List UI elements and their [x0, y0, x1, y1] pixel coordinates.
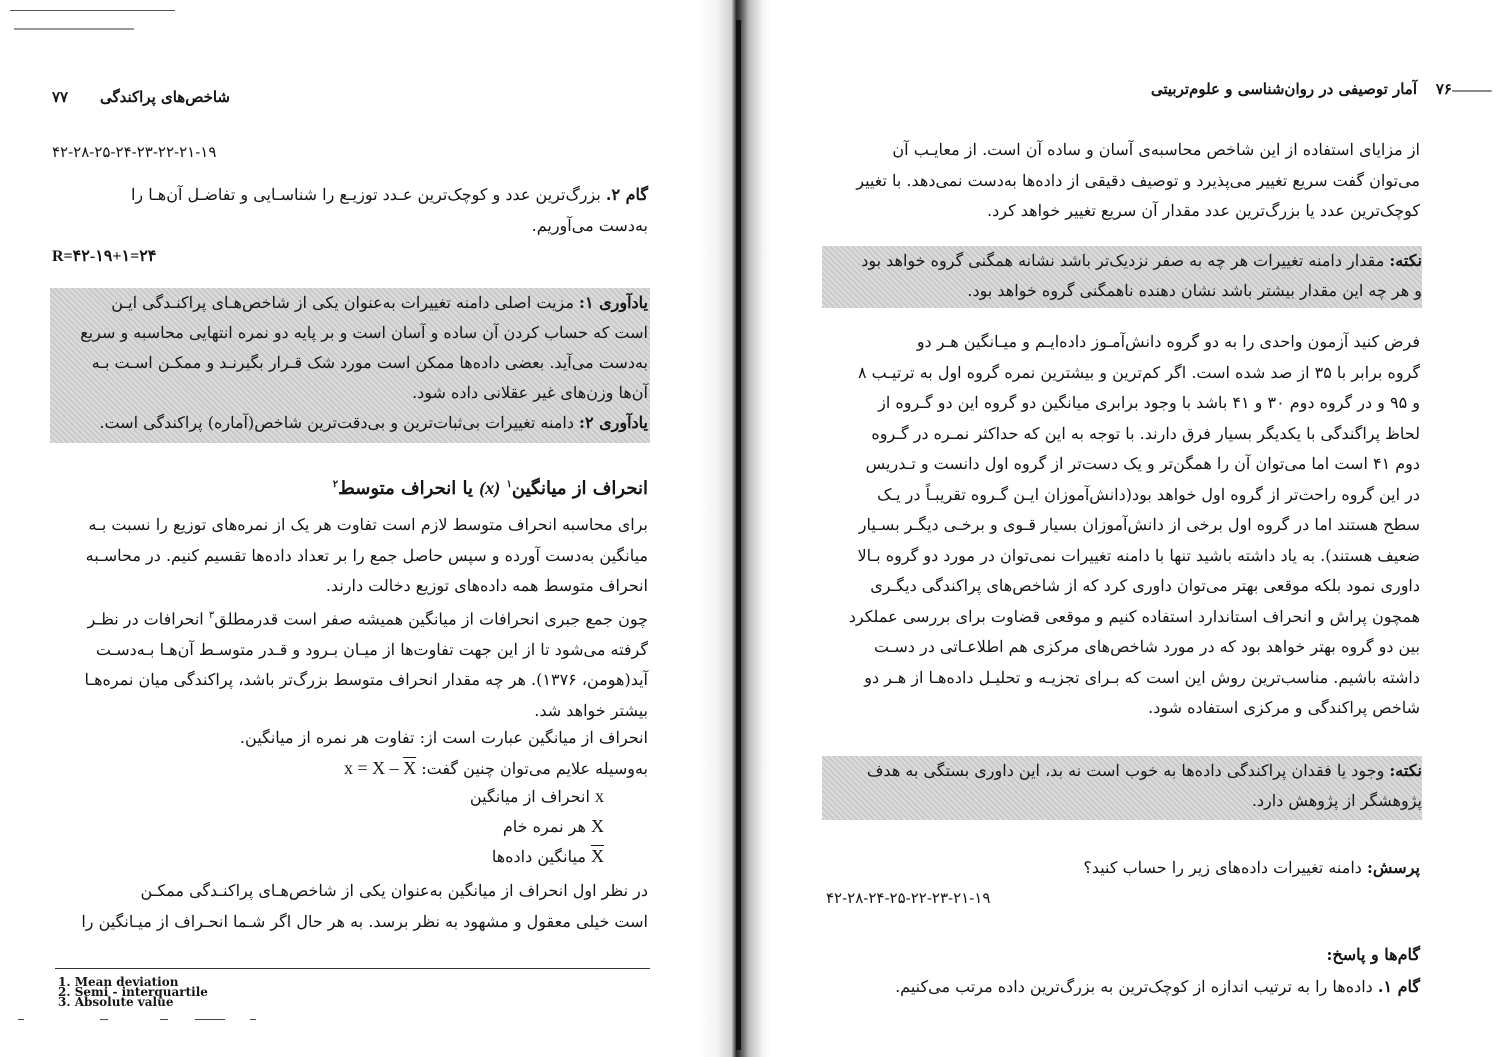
example-paragraph — [822, 327, 1420, 724]
left-page — [0, 0, 700, 1057]
paragraph-line: دوم ۴۱ است اما می‌توان آن را همگن‌تر و یک دست‌تر از گروه اول دانست و تـدریس — [865, 454, 1420, 473]
legend-row-mean — [304, 846, 604, 867]
paragraph-line: انحراف متوسط همه داده‌های توزیع دخالت دارند. — [325, 576, 648, 595]
paragraph-line: سطح هستند اما در گروه اول برخی از دانش‌آموزان بسیار قـوی و برخـی دیگـر بسـیار — [858, 515, 1420, 534]
steps-heading: گام‌ها و پاسخ: — [1326, 945, 1420, 964]
question-label: پرسش: — [1367, 858, 1420, 877]
paragraph-line: لحاظ پراگندگی با یکدیگر بسیار فرق دارند. با توجه به این که حداکثر نمـره در گـروه — [871, 423, 1420, 443]
paragraph-line: از مزایای استفاده از این شاخص محاسبه‌ی آسان و ساده آن است. از معایـب آن — [892, 140, 1420, 159]
step-2-line-1: بزرگ‌ترین عدد و کوچک‌ترین عـدد توزیـع را شناسـایی و تفاضـل آن‌هـا را — [130, 185, 601, 204]
paragraph-line: فرض کنید آزمون واحدی را به دو گروه دانش‌آمـوز داده‌ایـم و میـانگین هـر دو — [916, 332, 1420, 351]
reminder-1-line-3: به‌دست می‌آید. بعضی داده‌ها ممکن است مورد شک قـرار بگیرنـد و ممکـن اسـت بـه — [91, 353, 648, 372]
definition-line: انحراف از میانگین عبارت است از: تفاوت هر نمره از میانگین. — [239, 728, 648, 747]
step-2-line-2: به‌دست می‌آوریم. — [531, 215, 648, 235]
reminder-1-line-1: مزیت اصلی دامنه تغییرات به‌عنوان یکی از شاخص‌هـای پراکنـدگی ایـن — [111, 293, 574, 312]
reminder-box — [50, 288, 650, 443]
paragraph-line: و ۹۵ و در گروه دوم ۳۰ و ۴۱ باشد با وجود برابری میانگین دو گروه این دو گـروه از — [878, 393, 1420, 412]
reminder-1-line-4: آن‌ها وزن‌های غیر عقلانی داده شود. — [412, 383, 648, 402]
paragraph-line: است خیلی معقول و مشهود به نظر برسد. به هر حال اگر شـما انحـراف از میـانگین را — [81, 911, 648, 931]
footnote-1: 1. Mean deviation — [58, 975, 179, 989]
paragraph-line: داوری نمود بلکه موقعی بهتر می‌توان داوری کرد که از شاخص‌های پراکندگی دیگـری — [870, 576, 1420, 595]
reminder-2-text: دامنه تغییرات بی‌ثبات‌ترین و بی‌دقت‌ترین شاخص(آماره) پراکندگی است. — [99, 413, 574, 432]
reminder-1-label: یادآوری ۱: — [579, 293, 648, 312]
paragraph-line: برای محاسبه انحراف متوسط لازم است تفاوت هر یک از نمره‌های توزیع را نسبت بـه — [88, 515, 648, 534]
legend-row-deviation — [304, 786, 604, 807]
paragraph-line: می‌توان گفت سریع تغییر می‌پذیرد و توصیف دقیقی از داده‌ها به‌دست نمی‌دهد. با تغییر — [856, 170, 1420, 190]
formula-lhs: x = X – — [343, 758, 404, 778]
heading-part-2: یا انحراف متوسط — [338, 478, 473, 499]
note-2-line-2: پژوهشگر از پژوهش دارد. — [1251, 791, 1422, 810]
paragraph-line: چون جمع جبری انحرافات از میانگین همیشه صفر است قدرمطلق — [214, 609, 648, 629]
book-spine-gutter — [700, 0, 770, 1057]
question-text: دامنه تغییرات داده‌های زیر را حساب کنید؟ — [1083, 858, 1362, 877]
symbols-intro: به‌وسیله علایم می‌توان چنین گفت: — [421, 759, 648, 778]
deviation-formula — [344, 758, 416, 778]
note-box-2 — [822, 756, 1422, 820]
paragraph-line: بیشتر خواهد شد. — [534, 700, 648, 720]
page-number: ۷۷ — [52, 88, 69, 106]
paragraph-line: شاخص پراکندگی و مرکزی استفاده شود. — [1148, 698, 1420, 717]
legend-label: انحراف از میانگین — [469, 787, 590, 806]
note-1-line-1: مقدار دامنه تغییرات هر چه به صفر نزدیک‌تر باشد نشانه همگنی گروه خواهد بود — [861, 251, 1385, 270]
note-box-1 — [822, 246, 1422, 308]
legend-symbol: X — [591, 846, 604, 866]
page-number: ۷۶ — [1435, 80, 1452, 98]
step-2-paragraph — [50, 180, 648, 241]
mean-deviation-paragraph-2 — [50, 601, 648, 726]
paragraph-line: ضعیف هستند). به یاد داشته باشید تنها با دامنه تغییرات نمی‌توان در مورد دو گروه بـالا — [857, 545, 1420, 565]
paragraph-line: کوچک‌ترین عدد یا بزرگ‌ترین عدد مقدار آن سریع تغییر خواهد کرد. — [987, 201, 1420, 220]
question-line — [822, 853, 1420, 884]
legend-label: میانگین داده‌ها — [491, 847, 586, 866]
step-1-line — [822, 972, 1420, 1003]
advantages-paragraph — [822, 135, 1420, 227]
symbols-line — [50, 753, 648, 785]
reminder-2-label: یادآوری ۲: — [579, 413, 648, 432]
reminder-1-line-2: است که حساب کردن آن ساده و آسان است و بر پایه دو نمره انتهایی محاسبه و سریع — [80, 323, 648, 342]
paragraph-line: انحرافات در نظـر — [87, 609, 204, 629]
paragraph-line: داشته باشیم. مناسب‌ترین روش این است که بـرای تجزیـه و تحلیـل داده‌هـا از هـر دو — [864, 667, 1420, 687]
step-1-label: گام ۱. — [1377, 977, 1420, 996]
footnote-ref-3: ۳ — [208, 610, 215, 621]
paragraph-line: میانگین به‌دست آورده و سپس حاصل جمع را بر تعداد داده‌ها تقسیم کنیم. در محاسـبه — [85, 545, 648, 565]
legend-label: هر نمره خام — [502, 817, 586, 836]
paragraph-line: گروه برابر با ۳۵ از صد شده است. اگر کم‌ترین و بیشترین نمره گروه اول به ترتیـب ۸ — [857, 362, 1420, 382]
right-page — [770, 0, 1502, 1057]
paragraph-line: گرفته می‌شود تا از این جهت تفاوت‌ها از میـان بـرود و قـدر متوسـط آن‌هـا بـه‌دسـت — [95, 639, 648, 659]
data-sequence: ۴۲-۲۸-۲۴-۲۵-۲۲-۲۳-۲۱-۱۹ — [826, 889, 991, 907]
paragraph-line: بین دو گروه بهتر خواهد بود که در مورد شاخص‌های مرکزی هم اطلاعـاتی در دسـت — [873, 637, 1420, 656]
paragraph-line: همچون پراش و انحراف استاندارد استفاده کنیم و موقعی قضاوت برای بررسی عملکرد — [848, 606, 1420, 626]
note-2-label: نکته: — [1389, 761, 1422, 780]
legend-symbol: X — [591, 816, 604, 836]
paragraph-line: آید(هومن، ۱۳۷۶). هر چه مقدار انحراف متوسط بزرگ‌تر باشد، پراکندگی میان نمره‌هـا — [84, 670, 648, 690]
paragraph-line: در این گروه راحت‌تر از گروه اول خواهد بود(دانش‌آموزان ایـن گـروه تقریبـاً در یـک — [877, 484, 1420, 504]
heading-part-1: انحراف از میانگین — [511, 478, 648, 499]
legend-row-raw-score — [304, 816, 604, 837]
heading-variable: (x) — [479, 478, 501, 498]
footnote-3: 3. Absolute value — [58, 995, 174, 1009]
heading-footnote-ref-2: ۲ — [332, 479, 339, 490]
note-1-line-2: و هر چه این مقدار بیشتر باشد نشان دهنده ناهمگنی گروه خواهد بود. — [967, 281, 1422, 300]
paragraph-line: در نظر اول انحراف از میانگین به‌عنوان یکی از شاخص‌هـای پراکنـدگی ممکـن — [140, 881, 648, 900]
page-header-title: شاخص‌های پراکندگی — [99, 88, 230, 106]
footnote-rule — [55, 968, 650, 969]
footnotes — [58, 977, 208, 1007]
step-1-text: داده‌ها را به ترتیب اندازه از کوچک‌ترین به بزرگ‌ترین داده مرتب می‌کنیم. — [895, 977, 1373, 996]
legend-symbol: x — [595, 786, 604, 806]
mean-deviation-paragraph-1 — [50, 510, 648, 602]
formula-mean-symbol: $\overline{X}$ — [403, 758, 417, 778]
range-formula: R=۴۲-۱۹+۱=۲۴ — [52, 248, 157, 265]
footnote-2: 2. Semi - interquartile — [58, 985, 208, 999]
data-sequence: ۴۲-۲۸-۲۵-۲۴-۲۳-۲۲-۲۱-۱۹ — [52, 143, 217, 161]
section-heading — [50, 478, 648, 499]
heading-footnote-ref-1: ۱ — [506, 479, 512, 490]
note-1-label: نکته: — [1389, 251, 1422, 270]
mean-deviation-paragraph-3 — [50, 876, 648, 937]
step-2-label: گام ۲. — [605, 185, 648, 204]
book-spine — [736, 20, 741, 1050]
page-header-title: آمار توصیفی در روان‌شناسی و علوم‌تربیتی — [1150, 80, 1417, 98]
note-2-line-1: وجود یا فقدان پراکندگی داده‌ها به خوب است نه بد، این داوری بستگی به هدف — [866, 761, 1385, 780]
